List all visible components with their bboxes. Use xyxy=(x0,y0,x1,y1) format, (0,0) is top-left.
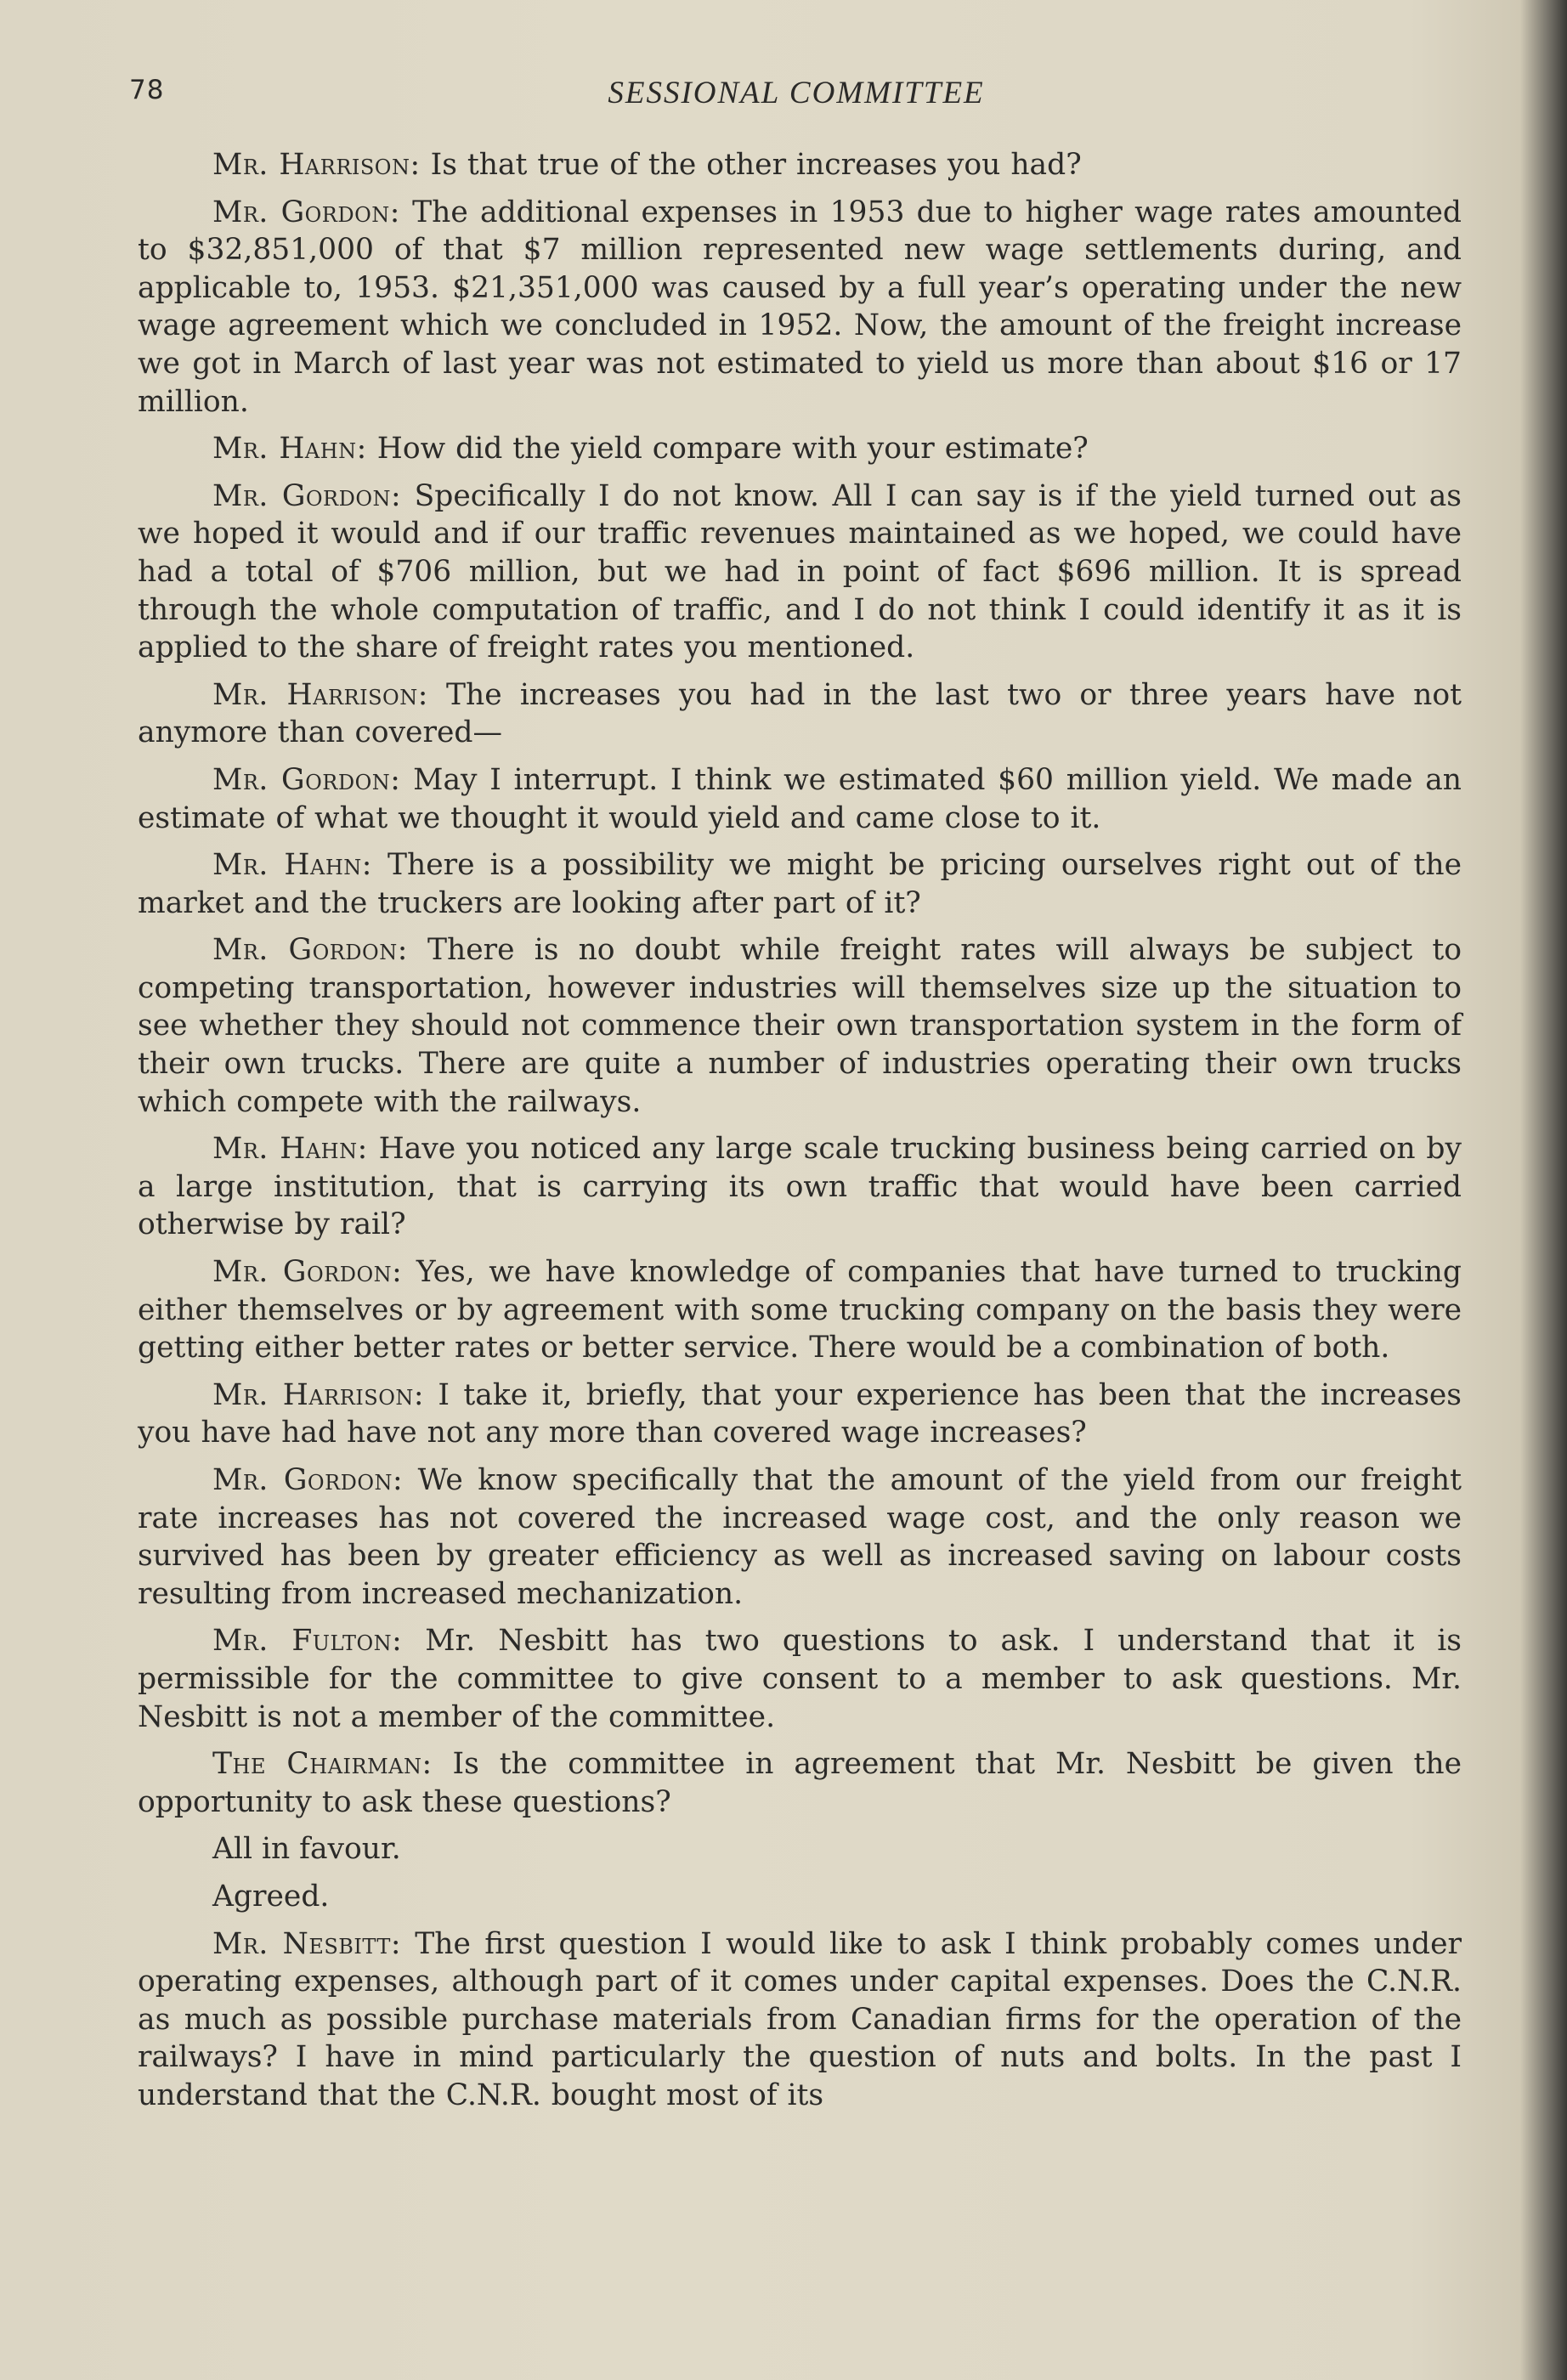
paragraph-gordon-1 xyxy=(138,194,1462,421)
paragraph-harrison-3 xyxy=(138,1377,1462,1452)
speaker-name: Mr. Harrison: xyxy=(212,148,421,182)
paragraph-text: Is that true of the other increases you had? xyxy=(430,148,1082,182)
paragraph-gordon-3 xyxy=(138,761,1462,837)
paragraph-text: The increases you had in the last two or three years have not anymore than covered— xyxy=(138,677,1462,750)
paragraph-nesbitt-1 xyxy=(138,1925,1462,2115)
speaker-name: Mr. Fulton: xyxy=(212,1624,403,1659)
paragraph-harrison-1 xyxy=(138,146,1462,184)
paragraph-text: The first question I would like to ask I think probably comes under operating expenses, although part of it comes under capital expenses. Does the C.N.R. as much as possible purchase materials from Canadian firms for the operation of the railways? I have in mind particularly the question of nuts and bolts. In the past I understand that the C.N.R. bought most of its xyxy=(138,1926,1462,2112)
paragraph-text: Yes, we have knowledge of companies that have turned to trucking either themselves or by agreement with some trucking company on the basis they were getting either better rates or better service. There would be a combination of both. xyxy=(138,1255,1462,1365)
speaker-name: Mr. Gordon: xyxy=(212,933,408,968)
header-title: SESSIONAL COMMITTEE xyxy=(608,76,985,110)
paragraph-gordon-2 xyxy=(138,478,1462,667)
speaker-name: Mr. Hahn: xyxy=(212,432,367,466)
paragraph-text: Mr. Nesbitt has two questions to ask. I understand that it is permissible for the committee to give consent to a member to ask questions. Mr. Nesbitt is not a member of the committee. xyxy=(138,1624,1462,1734)
speaker-name: Mr. Gordon: xyxy=(212,195,400,229)
paragraph-gordon-4 xyxy=(138,931,1462,1121)
vote-call-line: All in favour. xyxy=(212,1832,401,1867)
paragraph-text: Is the committee in agreement that Mr. Nesbitt be given the opportunity to ask these questions? xyxy=(138,1747,1462,1819)
paragraph-hahn-2 xyxy=(138,846,1462,922)
paragraph-text: Have you noticed any large scale trucking business being carried on by a large institution, that is carrying its own traffic that would have been carried otherwise by rail? xyxy=(138,1132,1462,1242)
running-head xyxy=(129,75,1463,117)
paragraph-text: May I interrupt. I think we estimated $60 million yield. We made an estimate of what we thought it would yield and came close to it. xyxy=(138,762,1462,835)
speaker-name: Mr. Hahn: xyxy=(212,848,372,883)
paragraph-text: There is a possibility we might be pricing ourselves right out of the market and the truckers are looking after part of it? xyxy=(138,848,1462,920)
speaker-name: Mr. Hahn: xyxy=(212,1132,368,1167)
paragraph-text: Specifically I do not know. All I can say is if the yield turned out as we hoped it would and if our traffic revenues maintained as we hoped, we could have had a total of $706 million, but we had in point of fact $696 million. It is spread through the whole computation of traffic, and I do not think I could identify it as it is applied to the share of freight rates you mentioned. xyxy=(138,478,1462,665)
paragraph-gordon-6 xyxy=(138,1461,1462,1613)
paragraph-hahn-3 xyxy=(138,1130,1462,1244)
paragraph-text: How did the yield compare with your estimate? xyxy=(376,432,1089,466)
paragraph-harrison-2 xyxy=(138,676,1462,752)
speaker-name: Mr. Harrison: xyxy=(212,1377,425,1412)
speaker-name: Mr. Nesbitt: xyxy=(212,1926,401,1961)
speaker-name: Mr. Gordon: xyxy=(212,762,401,797)
paragraph-text: I take it, briefly, that your experience has been that the increases you have had have not any more than covered wage increases? xyxy=(138,1377,1462,1450)
speaker-name: Mr. Gordon: xyxy=(212,478,402,513)
paragraph-chairman-1 xyxy=(138,1745,1462,1821)
paragraph-hahn-1 xyxy=(138,430,1462,468)
speaker-name: Mr. Gordon: xyxy=(212,1463,404,1497)
page-number: 78 xyxy=(129,75,165,105)
paragraph-text: The additional expenses in 1953 due to higher wage rates amounted to $32,851,000 of that $7 million represented new wage settlements during, and applicable to, 1953. $21,351,000 was caused by a full year’s operating under the new wage agreement which we concluded in 1952. Now, the amount of the freight increase we got in March of last year was not estimated to yield us more than about $16 or 17 million. xyxy=(138,195,1462,419)
transcript-body xyxy=(138,146,1462,2124)
paragraph-gordon-5 xyxy=(138,1253,1462,1367)
paragraph-fulton-1 xyxy=(138,1622,1462,1736)
speaker-name: Mr. Harrison: xyxy=(212,677,428,712)
speaker-name: Mr. Gordon: xyxy=(212,1255,403,1290)
paragraph-text: There is no doubt while freight rates will always be subject to competing transportation, however industries will themselves size up the situation to see whether they should not commence their own transportation system in the form of their own trucks. There are quite a number of industries operating their own trucks which compete with the railways. xyxy=(138,933,1462,1119)
paragraph-text: We know specifically that the amount of the yield from our freight rate increases has not covered the increased wage cost, and the only reason we survived has been by greater efficiency as well as increased saving on labour costs resulting from increased mechanization. xyxy=(138,1463,1462,1611)
vote-result-line: Agreed. xyxy=(212,1879,330,1914)
speaker-name: The Chairman: xyxy=(212,1747,433,1782)
